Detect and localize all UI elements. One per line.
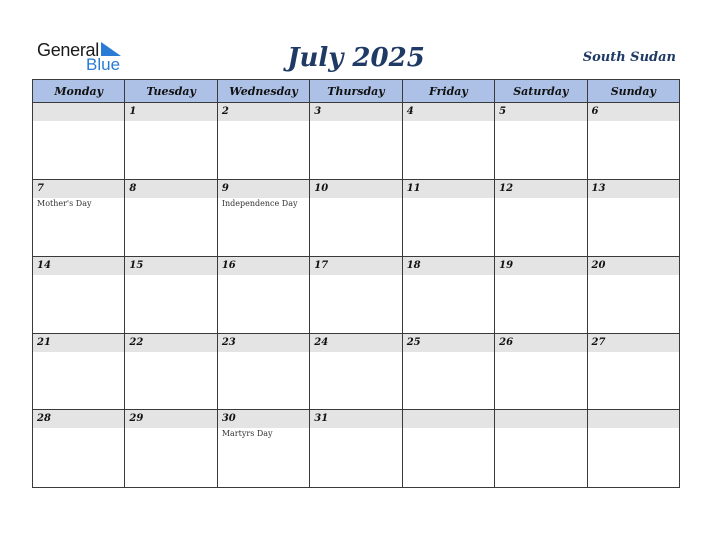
weekday-header-row	[33, 80, 680, 103]
day-band	[218, 410, 309, 428]
day-band	[218, 180, 309, 198]
holiday-label	[588, 275, 679, 276]
day-number: 3	[314, 106, 322, 117]
day-cell[interactable]	[217, 257, 309, 334]
day-number: 23	[221, 337, 236, 348]
day-cell[interactable]	[402, 334, 494, 410]
day-cell[interactable]	[33, 103, 125, 180]
day-number: 21	[37, 337, 51, 348]
week-row	[33, 410, 680, 488]
day-cell[interactable]	[310, 257, 402, 334]
day-cell[interactable]	[217, 334, 309, 410]
day-number: 30	[221, 413, 236, 424]
day-number: 24	[314, 337, 329, 348]
day-band	[495, 334, 586, 352]
day-cell[interactable]	[310, 103, 402, 180]
day-cell[interactable]	[402, 410, 494, 488]
day-band	[403, 103, 494, 121]
logo-general-text: General	[37, 40, 99, 60]
day-number: 19	[499, 260, 514, 271]
day-band	[218, 334, 309, 352]
day-cell[interactable]	[495, 180, 587, 257]
holiday-label	[588, 121, 679, 122]
day-band	[403, 334, 494, 352]
day-band	[495, 103, 586, 121]
day-band	[588, 180, 679, 198]
logo-blue-text: Blue	[86, 55, 121, 74]
day-cell[interactable]	[33, 180, 125, 257]
holiday-label	[218, 275, 309, 276]
weekday-header: Saturday	[495, 80, 587, 103]
day-cell[interactable]	[587, 334, 679, 410]
weekday-header: Monday	[33, 80, 125, 103]
holiday-label	[218, 352, 309, 353]
day-band	[310, 410, 401, 428]
day-band	[125, 257, 216, 275]
holiday-label	[588, 428, 679, 429]
holiday-label	[310, 275, 401, 276]
day-cell[interactable]	[495, 257, 587, 334]
holiday-label: Martyrs Day	[221, 429, 273, 438]
country-name: South Sudan	[582, 50, 676, 65]
day-cell[interactable]	[217, 410, 309, 488]
holiday-label	[403, 352, 494, 353]
day-cell[interactable]	[587, 257, 679, 334]
day-band	[403, 410, 494, 428]
day-band	[310, 257, 401, 275]
calendar-title: July 2025	[287, 43, 425, 73]
day-number: 22	[129, 337, 144, 348]
day-number: 9	[221, 183, 229, 194]
day-band	[33, 257, 124, 275]
day-number: 28	[37, 413, 51, 424]
week-row	[33, 180, 680, 257]
weekday-header: Tuesday	[125, 80, 217, 103]
holiday-label: Mother's Day	[37, 199, 92, 208]
day-band	[403, 180, 494, 198]
day-number: 8	[129, 183, 137, 194]
holiday-label	[403, 121, 494, 122]
day-band	[310, 180, 401, 198]
day-cell[interactable]	[33, 257, 125, 334]
holiday-label	[125, 352, 216, 353]
weekday-header: Sunday	[587, 80, 679, 103]
day-band	[125, 103, 216, 121]
day-cell[interactable]	[125, 334, 217, 410]
day-number: 18	[406, 260, 421, 271]
day-band	[588, 334, 679, 352]
day-number: 4	[406, 106, 414, 117]
day-cell[interactable]	[587, 180, 679, 257]
day-number: 12	[499, 183, 514, 194]
day-band	[33, 103, 124, 121]
week-row	[33, 334, 680, 410]
day-cell[interactable]	[125, 257, 217, 334]
day-cell[interactable]	[587, 103, 679, 180]
holiday-label: Independence Day	[221, 199, 298, 208]
day-cell[interactable]	[33, 410, 125, 488]
day-number: 29	[129, 413, 144, 424]
day-band	[495, 410, 586, 428]
holiday-label	[33, 121, 124, 122]
day-band	[495, 257, 586, 275]
holiday-label	[588, 352, 679, 353]
day-number: 10	[314, 183, 329, 194]
day-number: 15	[129, 260, 144, 271]
day-band	[33, 334, 124, 352]
day-band	[125, 334, 216, 352]
holiday-label	[310, 121, 401, 122]
day-band	[33, 180, 124, 198]
day-number: 13	[591, 183, 606, 194]
day-number: 14	[37, 260, 51, 271]
holiday-label	[310, 198, 401, 199]
holiday-label	[125, 198, 216, 199]
week-row	[33, 103, 680, 180]
holiday-label	[310, 352, 401, 353]
calendar-grid	[32, 79, 680, 488]
holiday-label	[33, 428, 124, 429]
day-band	[310, 334, 401, 352]
day-number: 1	[129, 106, 137, 117]
holiday-label	[495, 352, 586, 353]
day-number: 5	[499, 106, 507, 117]
holiday-label	[495, 275, 586, 276]
day-number: 27	[591, 337, 606, 348]
day-number: 26	[499, 337, 514, 348]
holiday-label	[495, 121, 586, 122]
holiday-label	[125, 428, 216, 429]
day-cell[interactable]	[125, 103, 217, 180]
day-number: 6	[591, 106, 599, 117]
day-number: 16	[221, 260, 236, 271]
holiday-label	[403, 428, 494, 429]
day-cell[interactable]	[125, 180, 217, 257]
holiday-label	[495, 428, 586, 429]
calendar-body	[33, 103, 680, 488]
holiday-label	[125, 121, 216, 122]
day-cell[interactable]	[402, 180, 494, 257]
day-cell[interactable]	[310, 180, 402, 257]
holiday-label	[125, 275, 216, 276]
day-band	[403, 257, 494, 275]
day-band	[218, 257, 309, 275]
day-cell[interactable]	[495, 334, 587, 410]
day-band	[588, 410, 679, 428]
day-band	[125, 410, 216, 428]
day-cell[interactable]	[217, 180, 309, 257]
day-cell[interactable]	[125, 410, 217, 488]
holiday-label	[495, 198, 586, 199]
day-number: 31	[314, 413, 329, 424]
day-cell[interactable]	[33, 334, 125, 410]
day-band	[310, 103, 401, 121]
day-band	[33, 410, 124, 428]
day-cell[interactable]	[217, 103, 309, 180]
weekday-header: Friday	[402, 80, 494, 103]
day-band	[125, 180, 216, 198]
day-cell[interactable]	[495, 410, 587, 488]
day-number: 2	[221, 106, 229, 117]
day-band	[218, 103, 309, 121]
day-number: 25	[406, 337, 421, 348]
holiday-label	[310, 428, 401, 429]
weekday-header: Thursday	[310, 80, 402, 103]
holiday-label	[403, 275, 494, 276]
week-row	[33, 257, 680, 334]
day-band	[495, 180, 586, 198]
day-number: 7	[37, 183, 44, 194]
holiday-label	[218, 121, 309, 122]
day-cell[interactable]	[310, 334, 402, 410]
day-number: 17	[314, 260, 329, 271]
day-number: 20	[591, 260, 606, 271]
day-band	[588, 257, 679, 275]
day-cell[interactable]	[495, 103, 587, 180]
day-number: 11	[406, 183, 421, 194]
holiday-label	[33, 352, 124, 353]
day-band	[588, 103, 679, 121]
day-cell[interactable]	[310, 410, 402, 488]
holiday-label	[33, 275, 124, 276]
holiday-label	[588, 198, 679, 199]
day-cell[interactable]	[402, 257, 494, 334]
holiday-label	[403, 198, 494, 199]
weekday-header: Wednesday	[217, 80, 309, 103]
day-cell[interactable]	[402, 103, 494, 180]
day-cell[interactable]	[587, 410, 679, 488]
